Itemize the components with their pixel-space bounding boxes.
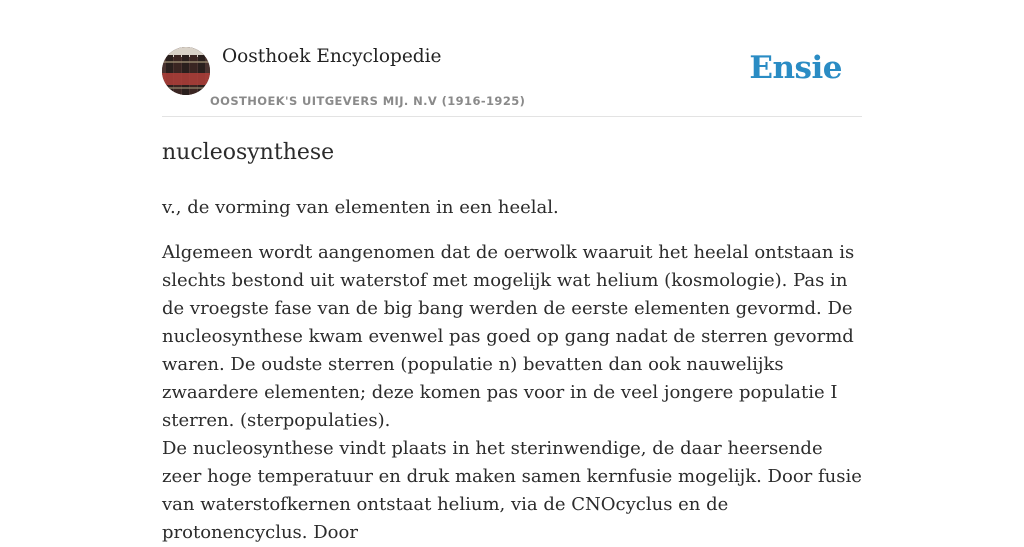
site-header	[162, 0, 862, 117]
site-name[interactable]: Oosthoek Encyclopedie	[222, 46, 442, 67]
encyclopedia-books-icon[interactable]	[162, 47, 210, 95]
article-title: nucleosynthese	[162, 140, 335, 165]
article-paragraph: Algemeen wordt aangenomen dat de oerwolk waaruit het heelal ontstaan is slechts bestond uit waterstof met mogelijk wat helium (kosmologie). Pas in de vroegste fase van de big bang werden de eerste elementen gevormd. De nucleosynthese kwam evenwel pas goed op gang nadat de sterren gevormd waren. De oudste sterren (populatie n) bevatten dan ook nauwelijks zwaardere elementen; deze komen pas voor in de veel jongere populatie I sterren. (sterpopulaties).	[162, 242, 855, 431]
article-paragraph: De nucleosynthese vindt plaats in het sterinwendige, de daar heersende zeer hoge temperatuur en druk maken samen kernfusie mogelijk. Door fusie van waterstofkernen ontstaat helium, via de CNOcyclus en de protonencyclus. Door	[162, 438, 862, 543]
publisher-label: OOSTHOEK'S UITGEVERS MIJ. N.V (1916-1925)	[210, 94, 526, 108]
page-container	[162, 0, 862, 543]
ensie-logo[interactable]: Ensie	[749, 50, 842, 86]
article-definition: v., de vorming van elementen in een heelal.	[162, 197, 559, 218]
